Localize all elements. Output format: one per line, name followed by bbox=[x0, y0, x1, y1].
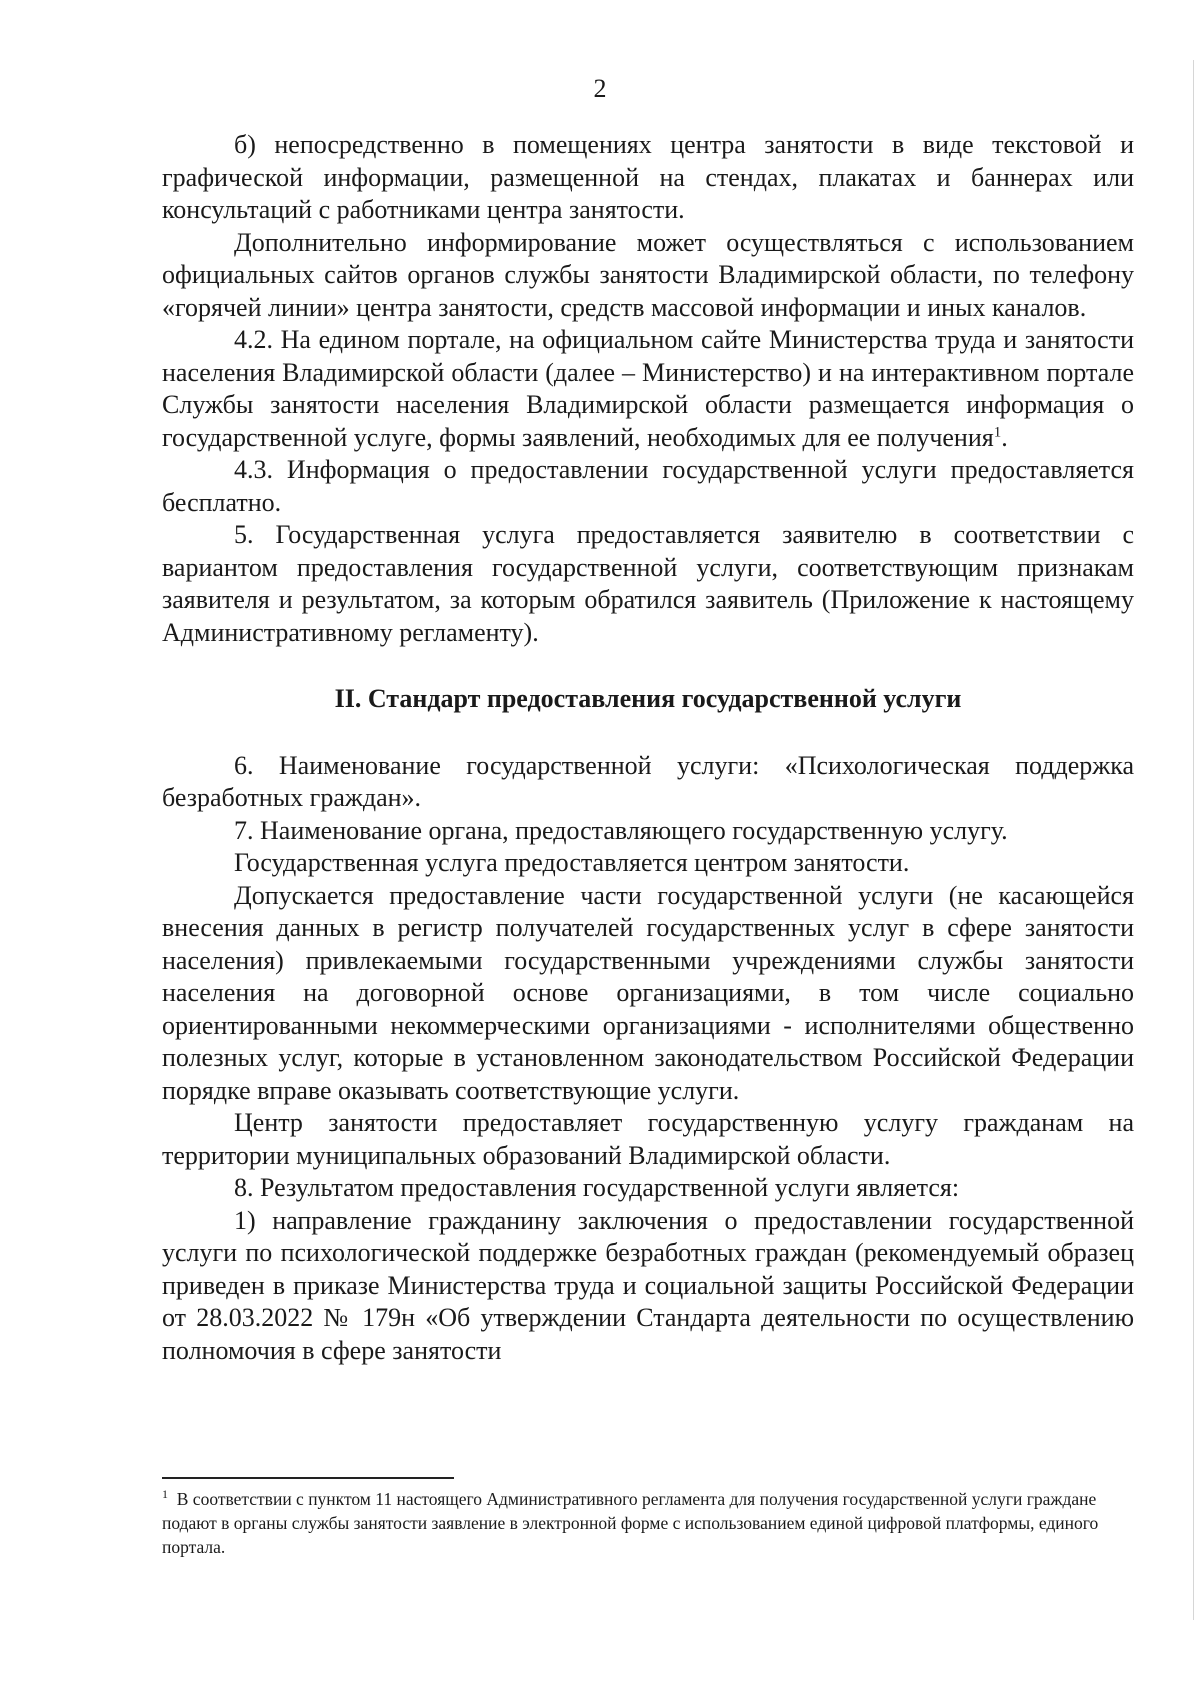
paragraph-4-2-portal bbox=[162, 324, 1134, 454]
section-heading: II. Стандарт предоставления государственной услуги bbox=[334, 684, 962, 713]
paragraph-additional-informing: Дополнительно информирование может осуществляться с использованием официальных сайтов органов службы занятости Владимирской области, по телефону «горячей линии» центра занятости, средств массовой информации и иных каналов. bbox=[162, 227, 1134, 322]
paragraph-8-result: 8. Результатом предоставления государственной услуги является: bbox=[234, 1173, 960, 1202]
paragraph-b-info-in-premises: б) непосредственно в помещениях центра занятости в виде текстовой и графической информации, размещенной на стендах, плакатах и баннерах или консультаций с работниками центра занятости. bbox=[162, 130, 1134, 224]
paragraph-7-authority-name: 7. Наименование органа, предоставляющего государственную услугу. bbox=[234, 815, 1008, 845]
document-body bbox=[162, 129, 1134, 1367]
paragraph-partial-provision: Допускается предоставление части государственной услуги (не касающейся внесения данных в регистр получателей государственных услуг в сфере занятости населения) привлекаемыми государственными учреждениями службы занятости населения на договорной основе организациями, в том числе социально ориентированными некоммерческими организациями - исполнителями общественно полезных услуг, которые в установленном законодательством Российской Федерации порядке вправе оказывать соответствующие услуги. bbox=[162, 880, 1134, 1105]
paragraph-6-service-name: 6. Наименование государственной услуги: «Психологическая поддержка безработных граждан». bbox=[162, 750, 1134, 812]
paragraph-territory: Центр занятости предоставляет государственную услугу гражданам на территории муниципальных образований Владимирской области. bbox=[162, 1108, 1134, 1170]
footnote-marker: 1 bbox=[162, 1487, 168, 1502]
paragraph-5-service-variant: 5. Государственная услуга предоставляется заявителю в соответствии с вариантом предоставления государственной услуги, соответствующим признакам заявителя и результатом, за которым обратился заявитель (Приложение к настоящему Административному регламенту). bbox=[162, 520, 1134, 647]
paragraph-4-3-free-info: 4.3. Информация о предоставлении государственной услуги предоставляется бесплатно. bbox=[162, 455, 1134, 517]
scan-edge-line bbox=[1193, 60, 1194, 1620]
footnote bbox=[162, 1487, 1134, 1559]
page-number: 2 bbox=[593, 74, 607, 103]
footnote-reference[interactable]: 1 bbox=[993, 423, 1002, 440]
footnote-separator bbox=[162, 1477, 454, 1479]
paragraph-provided-by-center: Государственная услуга предоставляется центром занятости. bbox=[234, 848, 910, 877]
footnote-text: В соответствии с пунктом 11 настоящего Административного регламента для получения государственной услуги граждане подают в органы службы занятости заявление в электронной форме с использованием единой цифровой платформы, единого портала. bbox=[162, 1489, 1099, 1557]
paragraph-4-2-end: . bbox=[1001, 422, 1008, 452]
paragraph-8-1-conclusion: 1) направление гражданину заключения о предоставлении государственной услуги по психологической поддержке безработных граждан (рекомендуемый образец приведен в приказе Министерства труда и социальной защиты Российской Федерации от 28.03.2022 № 179н «Об утверждении Стандарта деятельности по осуществлению полномочия в сфере занятости bbox=[162, 1205, 1134, 1365]
paragraph-4-2-text: 4.2. На едином портале, на официальном сайте Министерства труда и занятости населения Владимирской области (далее – Министерство) и на интерактивном портале Службы занятости населения Владимирской области размещается информация о государственной услуге, формы заявлений, необходимых для ее получения bbox=[162, 325, 1134, 452]
